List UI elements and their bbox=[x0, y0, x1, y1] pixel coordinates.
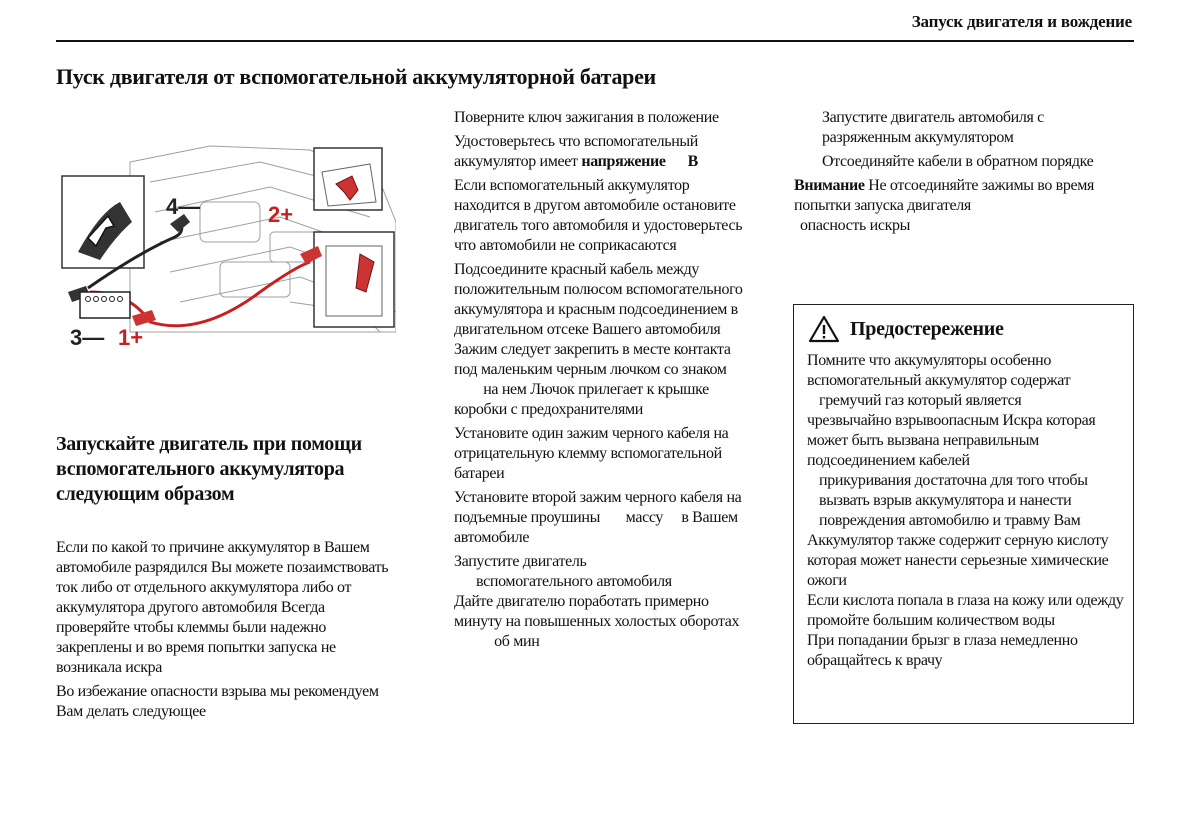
intro-paragraph: Если по какой то причине аккумулятор в Вашем автомобиле разрядился Вы можете позаимствовать ток либо от отдельного аккумулятора либо от аккумулятора другого автомобиля Всегда проверяйте чтобы клеммы были надежно закреплены и во время попытки запуска не возникала искра bbox=[56, 539, 389, 676]
clamp-note-text-a: Зажим следует закрепить в месте контакта под маленьким черным лючком со знаком bbox=[454, 341, 731, 378]
step-start-aux-b: вспомогательного автомобиля bbox=[476, 573, 672, 590]
step-connect-red-note bbox=[454, 340, 754, 420]
voltage-unit: В bbox=[687, 153, 698, 170]
ground-text-a: Установите второй зажим черного кабеля на подъемные проушины bbox=[454, 489, 742, 526]
step-connect-black-aux: Установите один зажим черного кабеля на отрицательную клемму вспомогательной батареи bbox=[454, 425, 729, 482]
step-connect-black-ground bbox=[454, 488, 754, 548]
middle-column bbox=[454, 108, 754, 656]
section-header-title: Запуск двигателя и вождение bbox=[911, 12, 1132, 31]
attention-label: Внимание bbox=[794, 177, 865, 194]
attention-note bbox=[794, 176, 1124, 236]
figure-label-2-plus: 2+ bbox=[268, 202, 294, 227]
figure-label-4-minus: 4— bbox=[166, 194, 201, 219]
warning-header bbox=[808, 315, 1004, 343]
warning-line: прикуривания достаточна для того чтобы вызвать взрыв аккумулятора и нанести повреждения автомобилю и травму Вам bbox=[819, 472, 1088, 529]
warning-line: При попадании брызг в глаза немедленно обращайтесь к врачу bbox=[807, 632, 1078, 669]
safety-paragraph: Во избежание опасности взрыва мы рекомендуем Вам делать следующее bbox=[56, 683, 379, 720]
rpm-unit: об мин bbox=[494, 633, 540, 650]
step-connect-red: Подсоедините красный кабель между положительным полюсом вспомогательного аккумулятора и красным подсоединением в двигательном отсеке Вашего автомобиля bbox=[454, 261, 743, 338]
warning-line: Если кислота попала в глаза на кожу или одежду промойте большим количеством воды bbox=[807, 592, 1124, 629]
warning-line: чрезвычайно взрывоопасным Искра которая может быть вызвана неправильным подсоединением кабелей bbox=[807, 412, 1096, 469]
step-other-vehicle: Если вспомогательный аккумулятор находится в другом автомобиле остановите двигатель того автомобиля и удостоверьтесь что автомобили не соприкасаются bbox=[454, 177, 743, 254]
right-column bbox=[794, 108, 1124, 240]
warning-line: Аккумулятор также содержит серную кислоту которая может нанести серьезные химические ожоги bbox=[807, 532, 1109, 589]
step-start-own: Запустите двигатель автомобиля с разряженным аккумулятором bbox=[822, 109, 1044, 146]
warning-title: Предостережение bbox=[850, 317, 1004, 340]
ground-text-c: в Вашем автомобиле bbox=[454, 509, 738, 546]
step-check-voltage bbox=[454, 132, 754, 172]
warning-line: гремучий газ который является bbox=[819, 392, 1022, 409]
warning-box bbox=[793, 304, 1134, 724]
step-idle bbox=[454, 592, 754, 652]
step-check-voltage-text: Удостоверьтесь что вспомогательный аккумулятор имеет bbox=[454, 133, 699, 170]
figure-label-3-minus: 3— bbox=[70, 325, 105, 347]
warning-line: Помните что аккумуляторы особенно bbox=[807, 352, 1052, 369]
attention-text-b: опасность искры bbox=[800, 217, 911, 234]
header-divider bbox=[56, 40, 1134, 42]
ground-text-b: массу bbox=[625, 509, 664, 526]
jump-start-illustration bbox=[60, 142, 396, 347]
attention-text-a: Не отсоединяйте зажимы во время попытки запуска двигателя bbox=[794, 177, 1095, 214]
idle-text: Дайте двигателю поработать примерно минуту на повышенных холостых оборотах bbox=[454, 593, 740, 630]
step-disconnect: Отсоединяйте кабели в обратном порядке bbox=[822, 153, 1094, 170]
clamp-note-text-b: на нем Лючок прилегает к крышке коробки с предохранителями bbox=[454, 381, 709, 418]
left-column bbox=[56, 538, 401, 726]
warning-text bbox=[807, 351, 1125, 671]
step-start-aux-a: Запустите двигатель bbox=[454, 553, 587, 570]
engine-bay-drawing bbox=[60, 142, 396, 347]
page-title: Пуск двигателя от вспомогательной аккумуляторной батареи bbox=[56, 64, 656, 89]
voltage-label: напряжение bbox=[581, 153, 666, 170]
step-ignition: Поверните ключ зажигания в положение bbox=[454, 109, 719, 126]
figure-label-1-plus: 1+ bbox=[118, 325, 144, 347]
section-subheading: Запускайте двигатель при помощи вспомогательного аккумулятора следующим образом bbox=[56, 433, 362, 505]
warning-triangle-icon bbox=[808, 315, 840, 343]
warning-line: вспомогательный аккумулятор содержат bbox=[807, 372, 1071, 389]
